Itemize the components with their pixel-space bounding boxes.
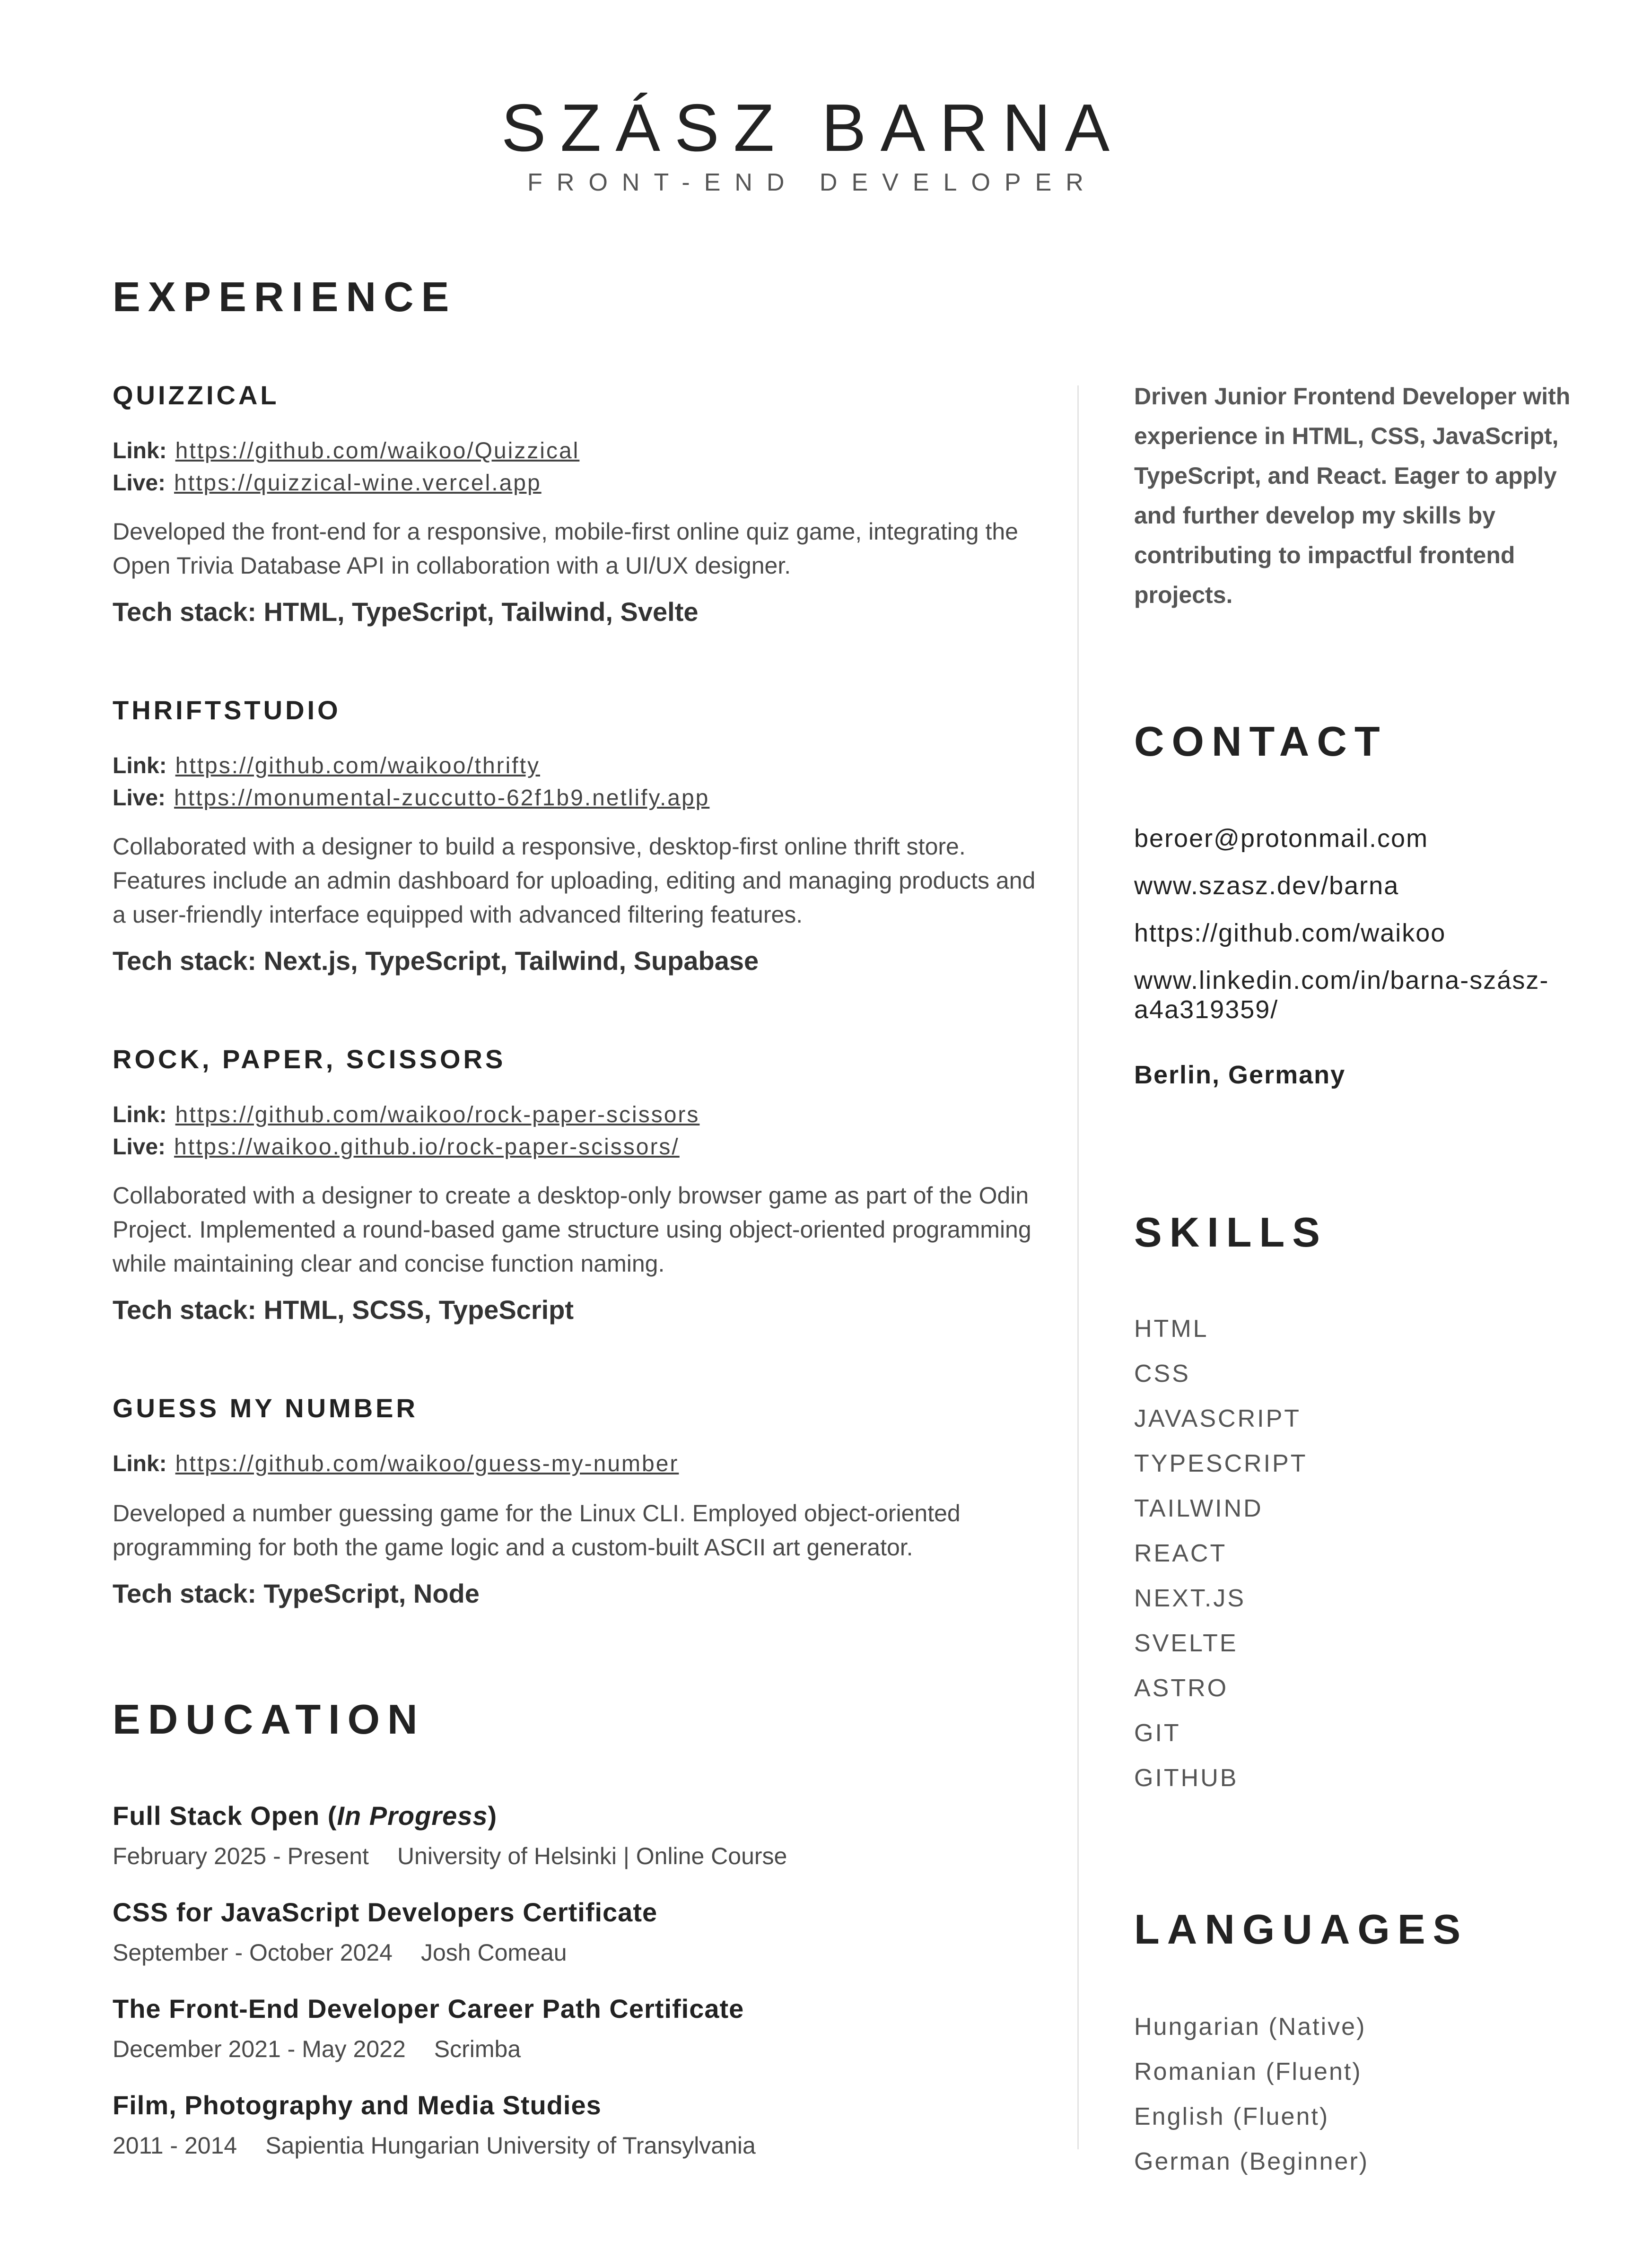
- skill-item: REACT: [1134, 1540, 1227, 1567]
- live-label: Live:: [113, 471, 166, 496]
- project-title: QUIZZICAL: [113, 380, 280, 410]
- link-label: Link:: [113, 1451, 167, 1476]
- project-link[interactable]: https://github.com/waikoo/thrifty: [175, 753, 540, 778]
- project-description: Developed the front-end for a responsive, mobile-first online quiz game, integrating the Open Trivia Database API in collaboration with a UI/UX designer.: [113, 518, 1018, 579]
- education-title: The Front-End Developer Career Path Certificate: [113, 1994, 744, 2024]
- education-title-status: In Progress: [337, 1801, 488, 1831]
- languages-heading: LANGUAGES: [1134, 1906, 1468, 1953]
- experience-heading: EXPERIENCE: [113, 273, 457, 320]
- contact-website[interactable]: www.szasz.dev/barna: [1134, 872, 1399, 900]
- project-tech-stack: Tech stack: TypeScript, Node: [113, 1579, 480, 1608]
- project-link-row: [113, 1104, 699, 1126]
- candidate-name: SZÁSZ BARNA: [501, 90, 1124, 166]
- education-meta: [113, 2134, 756, 2157]
- live-label: Live:: [113, 1134, 166, 1160]
- project-link-row: [113, 440, 579, 462]
- project-description: Collaborated with a designer to build a responsive, desktop-first online thrift store. Features include an admin dashboard for uploading, editing and managing products and a user-friendly interface equipped with advanced filtering features.: [113, 833, 1036, 928]
- contact-email[interactable]: beroer@protonmail.com: [1134, 824, 1429, 853]
- education-institution: Josh Comeau: [421, 1939, 567, 1966]
- education-institution: Scrimba: [434, 2036, 521, 2062]
- project-link[interactable]: https://github.com/waikoo/rock-paper-scissors: [175, 1102, 700, 1127]
- candidate-title: FRONT-END DEVELOPER: [527, 169, 1098, 196]
- link-label: Link:: [113, 753, 167, 778]
- contact-linkedin[interactable]: www.linkedin.com/in/barna-szász-a4a319359/: [1134, 966, 1549, 1024]
- project-live-link[interactable]: https://monumental-zuccutto-62f1b9.netlify.app: [174, 785, 710, 811]
- contact-location: Berlin, Germany: [1134, 1061, 1346, 1089]
- project-link[interactable]: https://github.com/waikoo/guess-my-number: [175, 1451, 679, 1476]
- skill-item: HTML: [1134, 1315, 1209, 1343]
- education-dates: February 2025 - Present: [113, 1843, 369, 1869]
- skill-item: CSS: [1134, 1360, 1190, 1387]
- project-title: THRIFTSTUDIO: [113, 695, 341, 725]
- project-live-link[interactable]: https://quizzical-wine.vercel.app: [174, 471, 542, 496]
- education-heading: EDUCATION: [113, 1696, 425, 1743]
- education-institution: Sapientia Hungarian University of Transylvania: [265, 2132, 756, 2159]
- project-title: ROCK, PAPER, SCISSORS: [113, 1044, 506, 1074]
- project-live-row: [113, 1136, 680, 1159]
- project-tech-stack: Tech stack: HTML, TypeScript, Tailwind, Svelte: [113, 597, 699, 627]
- education-meta: [113, 2037, 521, 2061]
- skill-item: SVELTE: [1134, 1630, 1238, 1657]
- education-dates: December 2021 - May 2022: [113, 2036, 406, 2062]
- education-dates: September - October 2024: [113, 1939, 393, 1966]
- education-title: Film, Photography and Media Studies: [113, 2090, 602, 2120]
- column-divider: [1077, 385, 1079, 2149]
- project-live-link[interactable]: https://waikoo.github.io/rock-paper-scissors/: [174, 1134, 680, 1160]
- skill-item: ASTRO: [1134, 1675, 1229, 1702]
- contact-github[interactable]: https://github.com/waikoo: [1134, 919, 1446, 947]
- project-tech-stack: Tech stack: HTML, SCSS, TypeScript: [113, 1295, 574, 1325]
- skill-item: TYPESCRIPT: [1134, 1450, 1308, 1477]
- skills-heading: SKILLS: [1134, 1209, 1328, 1256]
- language-item: Hungarian (Native): [1134, 2013, 1366, 2041]
- project-link-row: [113, 755, 540, 777]
- skill-item: JAVASCRIPT: [1134, 1405, 1302, 1432]
- education-title: [113, 1803, 497, 1829]
- project-tech-stack: Tech stack: Next.js, TypeScript, Tailwind, Supabase: [113, 946, 759, 976]
- education-title-end: ): [488, 1801, 498, 1831]
- project-link[interactable]: https://github.com/waikoo/Quizzical: [175, 438, 580, 463]
- profile-summary: Driven Junior Frontend Developer with experience in HTML, CSS, JavaScript, TypeScript, and React. Eager to apply and further develop my skills by contributing to impactful frontend projects.: [1134, 383, 1571, 608]
- project-description: Collaborated with a designer to create a desktop-only browser game as part of the Odin Project. Implemented a round-based game structure using object-oriented programming while maintaining clear and concise function naming.: [113, 1182, 1031, 1277]
- education-title-main: Full Stack Open (: [113, 1801, 337, 1831]
- skill-item: GIT: [1134, 1719, 1181, 1747]
- link-label: Link:: [113, 438, 167, 463]
- project-description: Developed a number guessing game for the Linux CLI. Employed object-oriented programming for both the game logic and a custom-built ASCII art generator.: [113, 1500, 961, 1561]
- education-institution: University of Helsinki | Online Course: [397, 1843, 787, 1869]
- project-live-row: [113, 787, 709, 810]
- contact-heading: CONTACT: [1134, 718, 1388, 765]
- language-item: Romanian (Fluent): [1134, 2058, 1362, 2085]
- education-meta: [113, 1844, 787, 1868]
- project-live-row: [113, 472, 542, 495]
- language-item: German (Beginner): [1134, 2148, 1369, 2175]
- education-meta: [113, 1941, 567, 1964]
- project-link-row: [113, 1453, 679, 1475]
- skill-item: TAILWIND: [1134, 1495, 1263, 1522]
- live-label: Live:: [113, 785, 166, 811]
- skill-item: GITHUB: [1134, 1764, 1239, 1792]
- link-label: Link:: [113, 1102, 167, 1127]
- skill-item: NEXT.JS: [1134, 1585, 1246, 1612]
- project-title: GUESS MY NUMBER: [113, 1393, 418, 1423]
- education-title: CSS for JavaScript Developers Certificate: [113, 1897, 658, 1927]
- language-item: English (Fluent): [1134, 2103, 1329, 2130]
- education-dates: 2011 - 2014: [113, 2132, 237, 2159]
